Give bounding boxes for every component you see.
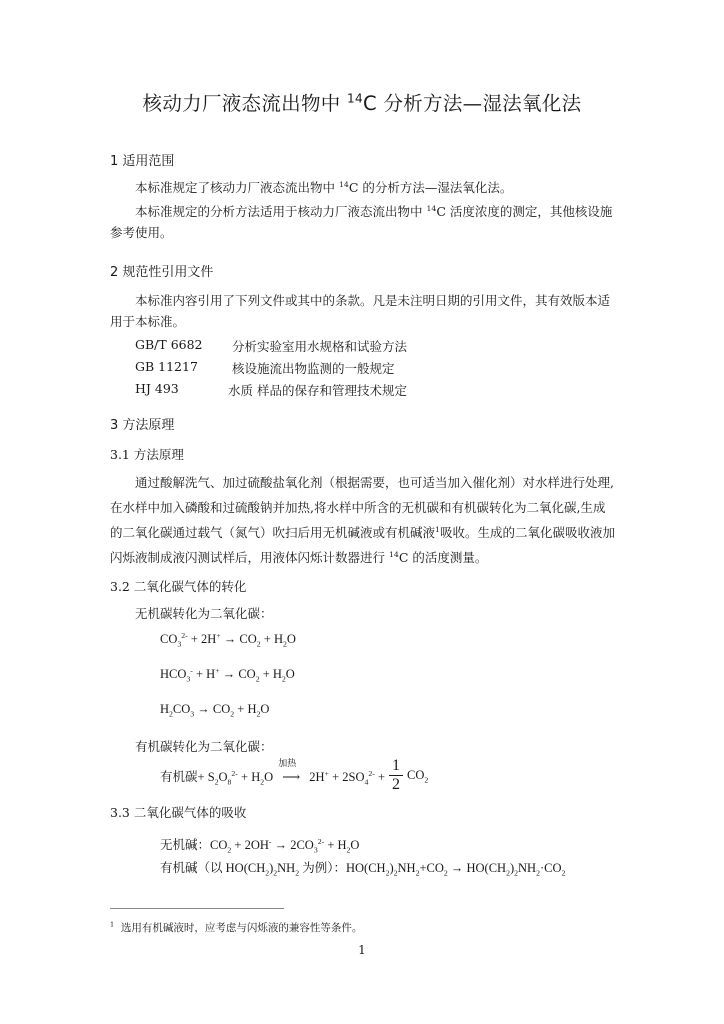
- heat-label: 加热: [278, 757, 297, 768]
- equation-bicarbonate: $HCO_3^- + H^+ \to CO_2 + H_2O$: [160, 665, 295, 684]
- fraction-one-half: $\frac{1}{2}$: [389, 757, 403, 794]
- ref-code-1: GB/T 6682: [135, 337, 203, 352]
- section-2-intro: 本标准内容引用了下列文件或其中的条款。凡是未注明日期的引用文件，其有效版本适用于本标准。: [110, 293, 611, 329]
- section-2-heading: 2 规范性引用文件: [110, 265, 214, 280]
- footnote-divider: [110, 908, 284, 909]
- equation-carbonate: $CO_3^{2-} + 2H^+ \to CO_2 + H_2O$: [160, 630, 296, 649]
- equation-carbonic-acid: $H_2CO_3 \to CO_2 + H_2O$: [160, 702, 270, 719]
- ref-code-3: HJ 493: [135, 381, 179, 396]
- footnote-reference: 1: [435, 524, 440, 534]
- section-3-1-paragraph: 通过酸解洗气、加过硫酸盐氧化剂（根据需要，也可适当加入催化剂）对水样进行处理,在水样中加入磷酸和过硫酸钠并加热,将水样中所含的无机碳和有机碳转化为二氧化碳,生成的二氧化碳通过载气（氮气）吹扫后用无机碱液或有机碱液$^1$吸收。生成的二氧化碳吸收液加闪烁液制成液闪测试样后，用液体闪烁计数器进行 $^{14}$C 的活度测量。: [110, 475, 615, 565]
- footnote: $^1$ 选用有机碱液时，应考虑与闪烁液的兼容性等条件。: [110, 920, 363, 934]
- section-3-1-heading: 3.1 方法原理: [110, 447, 184, 462]
- organic-conversion-label: 有机碳转化为二氧化碳：: [135, 739, 273, 754]
- section-3-3-heading: 3.3 二氧化碳气体的吸收: [110, 805, 247, 820]
- section-1-paragraph-1: 本标准规定了核动力厂液态流出物中 $^{14}$C 的分析方法—湿法氧化法。: [135, 179, 513, 195]
- page-title: 核动力厂液态流出物中 $^{14}$C 分析方法—湿法氧化法: [142, 91, 582, 115]
- ref-title-2: 核设施流出物监测的一般规定: [232, 361, 395, 376]
- ref-title-3: 水质 样品的保存和管理技术规定: [228, 383, 407, 398]
- ref-code-2: GB 11217: [135, 359, 198, 374]
- section-3-heading: 3 方法原理: [110, 418, 175, 433]
- ref-title-1: 分析实验室用水规格和试验方法: [232, 339, 408, 354]
- section-1-heading: 1 适用范围: [110, 154, 175, 169]
- section-3-2-heading: 3.2 二氧化碳气体的转化: [110, 579, 247, 594]
- section-1-paragraph-2: 本标准规定的分析方法适用于核动力厂液态流出物中 $^{14}$C 活度浓度的测定，其他核设施参考使用。: [110, 203, 613, 240]
- equation-inorganic-base: 无机碱：$CO_2 + 2OH^- \to 2CO_3^{2-} + H_2O$: [160, 836, 360, 855]
- equation-organic-oxidation: 有机碳+ $S_2O_8^{2-} + H_2O$ 加热 ⟶ $2H^+ + 2SO_4^{2-}$ + $\frac{1}{2}$ $CO_2$: [160, 757, 429, 793]
- equation-organic-base: 有机碱（以 $HO(CH_2)_2NH_2$ 为例）：$HO(CH_2)_2NH_2+CO_2 \to HO(CH_2)_2NH_2\cdot CO_2$: [160, 861, 566, 878]
- inorganic-conversion-label: 无机碳转化为二氧化碳：: [135, 606, 273, 621]
- page-number: 1: [358, 943, 366, 957]
